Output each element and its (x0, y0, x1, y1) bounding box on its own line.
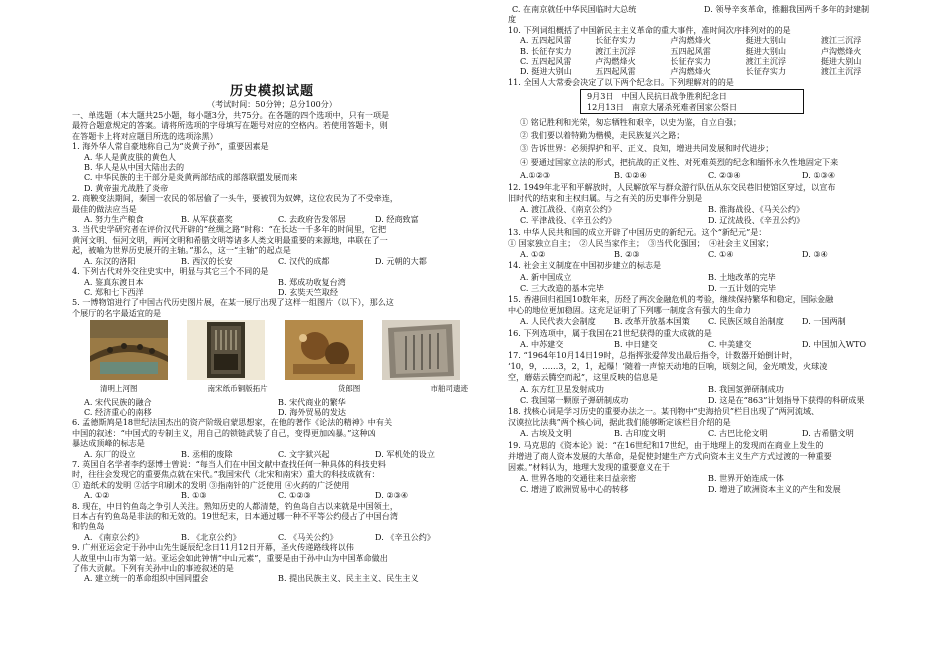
question-stem: 日本占有钓鱼岛是非法的和无效的。19世纪末，日本通过哪一种不平等公约侵占了中国台湾 (72, 511, 398, 521)
image-caption: 市舶司遗迹 (430, 384, 468, 394)
question-block (508, 406, 896, 440)
option: B. 从军获嘉奖 (181, 214, 233, 225)
option: A. 努力生产粮食 (84, 214, 144, 225)
question-block (72, 266, 472, 297)
question-stem: 时，往往会发现它的重要焦点就在宋代。”我国宋代（北宋和南宋）重大的科技成就有： (72, 469, 380, 480)
option: A. 中苏建交 (520, 338, 564, 349)
option: D. 经商致富 (375, 214, 419, 225)
question-stem: 15. 香港回归祖国10数年来，历经了两次金融危机的考验，继续保持繁华和稳定，国际金融 (508, 293, 834, 304)
question-block (72, 193, 472, 224)
option-cell: 挺进大别山 (820, 56, 862, 67)
option: C. 在南京就任中华民国临时大总统 (512, 4, 637, 14)
option-row (520, 204, 896, 215)
right-column (508, 4, 896, 496)
option: B. 丞相的废除 (181, 448, 233, 459)
option: B. 中日建交 (614, 338, 658, 349)
statement-item: ② 我们要以着特勤为楷模，走民族复兴之路； (520, 130, 685, 141)
option-cell: 卢沟燃烽火 (595, 56, 636, 67)
question-block (72, 224, 472, 266)
box-line: 9月3日 中国人民抗日战争胜利纪念日 (587, 91, 727, 102)
question-stem: 4. 下列古代对外交往史实中，明显与其它三个不同的是 (72, 266, 269, 277)
question-stem: 6. 孟德斯鸠是18世纪法国杰出的资产阶级启蒙思想家，在他的著作《论法的精神》中有关 (72, 417, 393, 428)
option-row (84, 573, 472, 583)
option-row (520, 428, 896, 439)
statement-item: ① 铭记胜利和光荣，匆忘牺牲和艰辛，以史为鉴，自立自强； (520, 117, 742, 128)
image-caption: 清明上河图 (100, 384, 138, 394)
option-row (84, 277, 472, 287)
image-row (90, 320, 460, 382)
option-cell: 卢沟燃烽火 (820, 45, 862, 56)
left-column (72, 0, 472, 584)
option: C. 三大改造的基本完毕 (520, 282, 604, 293)
option-row (520, 66, 896, 76)
question-stem: 中心的地位更加稳固。这充足证明了下列哪一制度含有强大的生命力 (508, 305, 751, 316)
option: A. 东汉的洛阳 (84, 255, 136, 266)
option: D. 军机处的设立 (375, 448, 435, 459)
option: B. 世界开始连成一体 (708, 473, 784, 484)
option: A. 华人是黄皮肤的黄色人 (84, 151, 176, 162)
option-row (520, 384, 896, 395)
option-cell: 长征存实力 (595, 35, 636, 46)
option-cont: 度 (508, 14, 517, 25)
question-block (508, 260, 896, 294)
option-row (84, 397, 472, 407)
exam-title: 历史模拟试题 (229, 84, 314, 99)
maritime-office-relic-image (382, 320, 460, 380)
option: B. 我国氢弹研制成功 (708, 383, 784, 394)
question-block (72, 141, 472, 193)
box-line: 12月13日 南京大屠杀死难者国家公祭日 (587, 101, 738, 112)
qingming-painting-image (90, 320, 168, 380)
question-block (508, 350, 896, 406)
option: B. 西汉的长安 (181, 255, 233, 266)
exam-subtitle: （考试时间：50分钟；总分100分） (207, 100, 337, 109)
question-block (508, 328, 896, 350)
option-cell: 挺进大别山 (745, 35, 787, 46)
question-stem: 3. 当代史学研究者在评价汉代开辟的“丝绸之路”时称：“在长达一千多年的时间里，它把 (72, 224, 387, 235)
option-cell: 卢沟燃烽火 (670, 66, 711, 77)
option-row (520, 215, 896, 226)
question-stem: 了伟大贡献。下列有关孙中山的事迹叙述的是 (72, 563, 234, 574)
option: A. ①② (520, 249, 546, 260)
option: D. 增进了欧洲资本主义的产生和发展 (708, 484, 841, 495)
option: A. ①② (84, 490, 110, 501)
option-row (520, 484, 896, 495)
question-stem: 黄河文明、恒河文明，两河文明和希腊文明等诸多人类文明最重要的来源地，串联在了一 (72, 234, 388, 245)
question-stem: 因素。”材料认为，地理大发现的重要意义在于 (508, 461, 670, 472)
question-stem: 18. 找核心词是学习历史的重要办法之一。某刊物中“史海拾贝”栏目出现了“两河流域、 (508, 405, 820, 416)
option-row (84, 256, 472, 266)
image-caption: 南宋纸币铜版拓片 (207, 384, 268, 394)
option: B. ①③ (181, 490, 207, 501)
question-stem: 旧时代的结束和主权归属。与之有关的历史事件分别是 (508, 193, 703, 204)
option-cell: 五四起风雷 (595, 66, 636, 77)
question-block (72, 542, 472, 584)
option-cell: C. 五四起风雷 (520, 56, 572, 67)
option: D. 辽沈战役、《辛丑公约》 (708, 215, 805, 226)
option-cell: 渡江三沉浮 (820, 35, 862, 46)
option-row (520, 473, 896, 484)
option-cell: B. 长征存实力 (520, 45, 572, 56)
option: C. 中华民族的主干部分是炎黄两部结成的部落联盟发展而来 (84, 172, 298, 183)
option: C. 去政府告发邻居 (278, 214, 346, 225)
option-row (84, 490, 472, 500)
question-block (72, 459, 472, 501)
option-row (520, 56, 896, 66)
option-row (84, 449, 472, 459)
option-row (84, 532, 472, 542)
question-block (508, 440, 896, 496)
question-stem: 空，蘑菇云腾空而起”，这里反映的信息是 (508, 372, 658, 383)
question-stem: 个展厅的名字最适宜的是 (72, 307, 162, 318)
option-cell: 长征存实力 (670, 56, 711, 67)
question-stem: 17. “1964年10月14日19时，总指挥张爱萍发出最后指令，计数器开始倒计时， (508, 349, 798, 360)
option: A. 新中国成立 (520, 271, 572, 282)
option: C. ①④ (708, 249, 734, 260)
q9-continued (508, 4, 896, 25)
option: C. 平津战役、《辛丑公约》 (520, 215, 617, 226)
option: D. 一五计划的完毕 (708, 282, 777, 293)
option: A. 宋代民族的融合 (84, 396, 152, 407)
option-row (84, 287, 472, 297)
option: A. 鉴真东渡日本 (84, 276, 144, 287)
commemoration-box (580, 89, 804, 114)
option-cell: 渡江主沉浮 (595, 45, 636, 56)
option-row (520, 283, 896, 294)
option: B. 提出民族主义、民主主义、民生主义 (278, 573, 419, 584)
option: D. 《辛丑公约》 (375, 531, 435, 542)
option: B. 土地改革的完毕 (708, 271, 776, 282)
option: A. 世界各地的交通往来日益亲密 (520, 473, 637, 484)
option: B. ②③ (614, 249, 640, 260)
option-cell: D. 挺进大别山 (520, 66, 572, 77)
question-stem: 1. 海外华人常自豪地称自己为“炎黄子孙”，重要因素是 (72, 141, 269, 152)
option: B. 华人是从中国大陆出去的 (84, 162, 185, 173)
option: C. 《马关公约》 (278, 531, 338, 542)
question-block (72, 501, 472, 543)
option-cell: 挺进大别山 (745, 45, 787, 56)
question-stem: 16. 下列选项中，属于我国在21世纪获得的重大成就的是 (508, 327, 712, 338)
question-11 (508, 77, 896, 182)
instructions (72, 110, 472, 141)
question-stem: ‘10，9，……3，2，1，起爆！’随着一声惊天动地的巨响，顷刻之间，金光喷发，火球凌 (508, 361, 828, 372)
option-cell: 渡江主沉浮 (745, 56, 787, 67)
option: B. 改革开放基本国策 (614, 316, 690, 327)
question-stem: 5. 一博物馆进行了中国古代历史图片展，在某一展厅出现了这样一组图片（以下），那么这 (72, 297, 394, 308)
option: C. 文字狱兴起 (278, 448, 330, 459)
image-captions (100, 384, 468, 394)
question-stem: 8. 现在，中日钓鱼岛之争引人关注。熟知历史的人都清楚，钓鱼岛自古以来就是中国领土， (72, 500, 398, 511)
option: C. ②③④ (708, 169, 741, 180)
option: C. 民族区域自治制度 (708, 316, 784, 327)
intro-line: 在答题卡上将对应题目所选的选项涂黑） (72, 130, 218, 141)
option: D. ③④ (802, 249, 828, 260)
option: C. 古巴比伦文明 (708, 428, 768, 439)
question-stem: ① 国家独立自主； ②人民当家作主； ③当代化强国； ④社会主义国家； (508, 237, 774, 248)
option: C. ①②③ (278, 490, 311, 501)
option: C. 增进了欧洲贸易中心的转移 (520, 484, 629, 495)
option-cell: 五四起风雷 (670, 45, 711, 56)
option: B. 古印度文明 (614, 428, 666, 439)
option: D. 海外贸易的发达 (278, 406, 347, 417)
option: B. 宋代商业的繁华 (278, 396, 346, 407)
question-stem: 最佳的做法应当是 (72, 203, 137, 214)
question-stem: 起，被喻为世界历史展开的主轴。”那么，这一“主轴”的起点是 (72, 245, 291, 256)
question-stem: ① 造纸术的发明 ②活字印刷术的发明 ③指南针的广泛使用 ④火药的广泛使用 (72, 479, 350, 490)
peddler-painting-image (285, 320, 363, 380)
option: D. 领导辛亥革命，推翻我国两千多年的封建制 (704, 4, 870, 14)
question-stem: 9. 广州亚运会定于孙中山先生诞辰纪念日11月12日开幕，圣火传递路线将以伟 (72, 542, 354, 553)
option: D. 元朝的大都 (375, 255, 427, 266)
question-block (508, 294, 896, 328)
option: D. ②③④ (375, 490, 409, 501)
option: C. 中美建交 (708, 338, 752, 349)
question-block (508, 182, 896, 227)
option: D. 这是在“863”计划指导下获得的科研成果 (708, 394, 865, 405)
question-stem: 和钓鱼岛 (72, 521, 105, 532)
option: B. ①②④ (614, 169, 647, 180)
intro-line: 最符合题意规定的答案。请将所选项的字母填写在题号对应的空格内。若使用答题卡，则 (72, 120, 388, 131)
option-row (520, 339, 896, 350)
option-cell: A. 五四起风雷 (520, 35, 572, 46)
question-stem: 暴达成顶峰的标志是 (72, 438, 145, 449)
option-cell: 长征存实力 (745, 66, 787, 77)
option: D. 一国两制 (802, 316, 846, 327)
option: B. 淮海战役、《马关公约》 (708, 204, 805, 215)
option: D. 古希腊文明 (802, 428, 854, 439)
option-row (84, 407, 472, 417)
question-10 (508, 25, 896, 77)
option: A. 《南京公约》 (84, 531, 144, 542)
statement-item: ③ 告诉世界：必须捍护和平、正义、良知，增进共同发展和时代进步； (520, 143, 774, 154)
option: C. 郑和七下西洋 (84, 286, 144, 297)
question-stem: 并增进了商人资本发展的大革命，是促使封建生产方式向资本主义生产方式过渡的一种重要 (508, 450, 832, 461)
option-cell: 卢沟燃烽火 (670, 35, 711, 46)
option: D. 中国加入WTO (802, 338, 867, 349)
option: D. ①③④ (802, 169, 836, 180)
question-stem: 13. 中华人民共和国的成立开辟了中国历史的新纪元。这个“新纪元”是： (508, 226, 767, 237)
question-block (72, 417, 472, 459)
option: B. 郑成功收复台湾 (278, 276, 346, 287)
option: D. 玄奘天竺取经 (278, 286, 338, 297)
option: A. 东方红卫星发射成功 (520, 383, 604, 394)
image-caption: 货郎图 (337, 384, 361, 394)
option: B. 《北京公约》 (181, 531, 241, 542)
question-block (72, 297, 472, 318)
statement-item: ④ 要通过国家立法的形式，把抗战的正义性、对死难英烈的纪念和缅怀永久性地固定下来 (520, 156, 839, 167)
option-row (520, 249, 896, 260)
option: A. 人民代表大会制度 (520, 316, 596, 327)
option: D. 黄帝蚩尤战胜了炎帝 (84, 182, 169, 193)
question-stem: 10. 下列词组概括了中国新民主主义革命的重大事件，准时间次序排列对的的是 (508, 24, 791, 35)
option: A. 古埃及文明 (520, 428, 572, 439)
option: A. 东厂的设立 (84, 448, 136, 459)
intro-line: 一、单选题（本大题共25小题，每小题3分，共75分。在各题的四个选项中，只有一项是 (72, 110, 390, 120)
option: A. 建立统一的革命组织中国同盟会 (84, 573, 209, 584)
option-row (520, 395, 896, 406)
question-block (508, 227, 896, 261)
question-stem: 11. 全国人大常委会决定了以下两个纪念日。下列理解对的的是 (508, 76, 734, 87)
song-paper-money-image (187, 320, 265, 380)
question-stem: 19. 马克思的《资本论》说：“在16世纪和17世纪，由于地理上的发现而在商业上发生的 (508, 439, 824, 450)
option: C. 我国第一颗原子弹研制成功 (520, 394, 629, 405)
option-row (520, 35, 896, 45)
question-stem: 汉谟拉比法典”两个核心词，据此我们能够断定该栏目介绍的是 (508, 417, 731, 428)
question-stem: 12. 1949年北平和平解放时，人民解放军与群众游行队伍从东交民巷旧使馆区穿过，以宣布 (508, 181, 836, 192)
option-row (520, 316, 896, 327)
option: A. 渡江战役、《南京公约》 (520, 204, 616, 215)
option-cell: 渡江主沉浮 (820, 66, 862, 77)
question-stem: 7. 英国自名学者李约瑟博士曾说：“每当人们在中国文献中查找任何一种具体的科技史料 (72, 458, 386, 469)
question-stem: 2. 商鞅变法期间，秦国一农民的邻居偷了一头牛，要被罚为奴婢，这位农民为了不受牵连， (72, 193, 398, 204)
option-row (520, 46, 896, 56)
question-stem: 中国的叙述：“中国式的专制主义，用自己的锁链武装了自己，变得更加凶暴。”这种凶 (72, 427, 376, 438)
option: C. 经济重心的南移 (84, 406, 152, 417)
question-stem: 14. 社会主义制度在中国初步建立的标志是 (508, 260, 662, 271)
option-row (520, 272, 896, 283)
question-block (72, 397, 472, 418)
option: A.①②③ (520, 169, 551, 180)
option: C. 汉代的成都 (278, 255, 330, 266)
question-stem: 人故里中山市为第一站。亚运会如此钟情“中山元素”，重要是由于孙中山为中国革命做出 (72, 552, 388, 563)
option-row (84, 214, 472, 224)
